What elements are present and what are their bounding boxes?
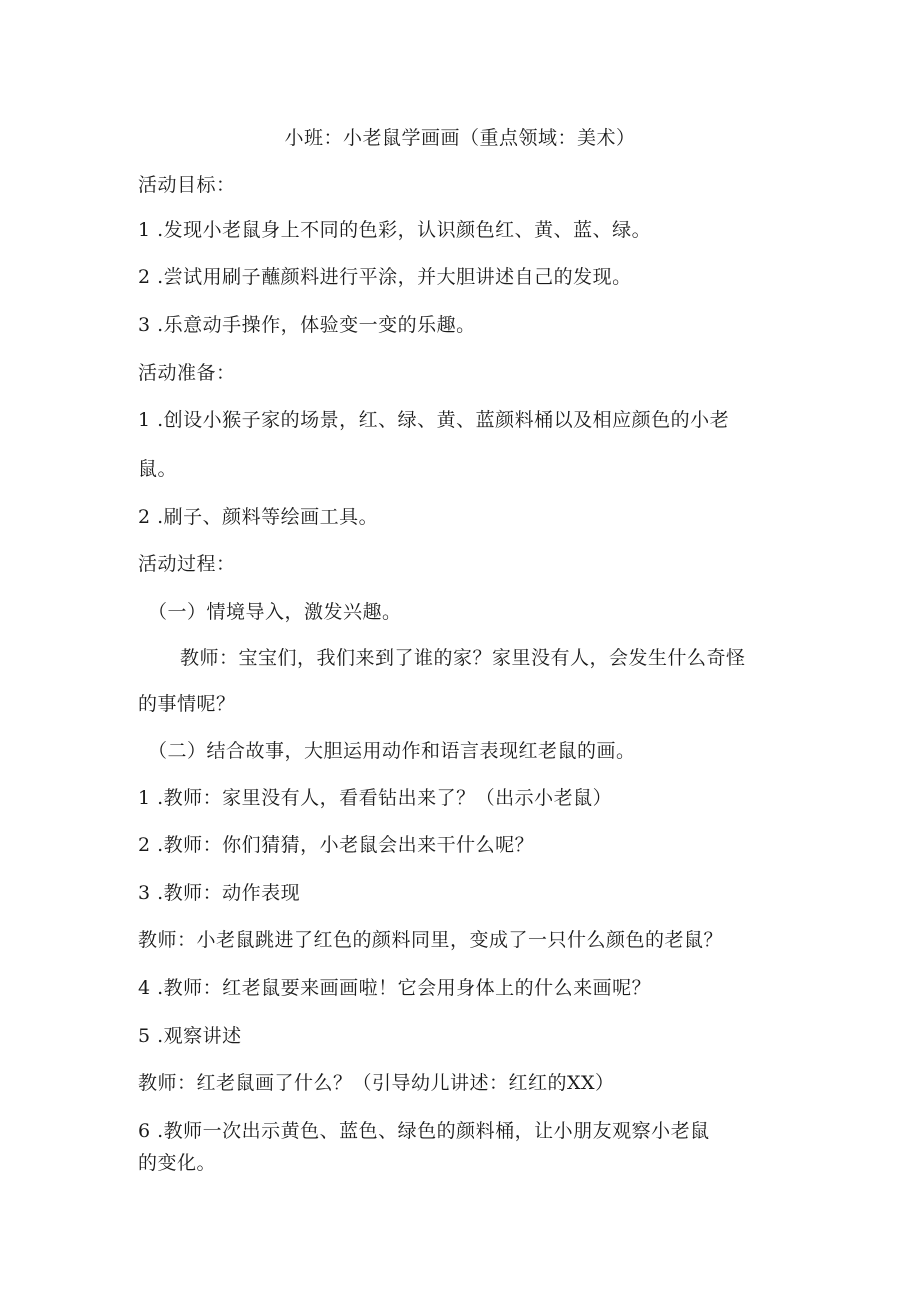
goal-item-2: 2 .尝试用刷子蘸颜料进行平涂，并大胆讲述自己的发现。 — [138, 266, 632, 288]
step-teacher-line: 教师：小老鼠跳进了红色的颜料同里，变成了一只什么颜色的老鼠？ — [138, 929, 724, 951]
prep-heading: 活动准备： — [138, 362, 236, 384]
document-title: 小班：小老鼠学画画（重点领域：美术） — [284, 127, 636, 149]
goals-heading: 活动目标： — [138, 174, 236, 196]
step-item-1: 1 .教师：家里没有人，看看钻出来了？（出示小老鼠） — [138, 787, 613, 809]
step-item-5: 5 .观察讲述 — [138, 1025, 242, 1047]
step-item-2: 2 .教师：你们猜猜，小老鼠会出来干什么呢？ — [138, 834, 535, 856]
goal-item-1: 1 .发现小老鼠身上不同的色彩，认识颜色红、黄、蓝、绿。 — [138, 219, 652, 241]
step-item-6: 6 .教师一次出示黄色、蓝色、绿色的颜料桶，让小朋友观察小老鼠 — [138, 1120, 710, 1142]
step-item-3: 3 .教师：动作表现 — [138, 882, 301, 904]
section-1-teacher-line-2: 的事情呢？ — [138, 693, 236, 715]
section-1-title: （一）情境导入，激发兴趣。 — [148, 601, 402, 623]
step-item-6-continued: 的变化。 — [138, 1152, 217, 1174]
section-2-title: （二）结合故事，大胆运用动作和语言表现红老鼠的画。 — [148, 740, 636, 762]
prep-item-1-continued: 鼠。 — [138, 458, 178, 480]
prep-item-1: 1 .创设小猴子家的场景，红、绿、黄、蓝颜料桶以及相应颜色的小老 — [138, 409, 730, 431]
process-heading: 活动过程： — [138, 553, 236, 575]
section-1-teacher-line-1: 教师：宝宝们，我们来到了谁的家？家里没有人，会发生什么奇怪 — [180, 647, 746, 669]
step-item-4: 4 .教师：红老鼠要来画画啦！它会用身体上的什么来画呢？ — [138, 977, 652, 999]
step-teacher-line-2: 教师：红老鼠画了什么？（引导幼儿讲述：红红的XX） — [138, 1072, 615, 1094]
prep-item-2: 2 .刷子、颜料等绘画工具。 — [138, 506, 379, 528]
goal-item-3: 3 .乐意动手操作，体验变一变的乐趣。 — [138, 314, 476, 336]
